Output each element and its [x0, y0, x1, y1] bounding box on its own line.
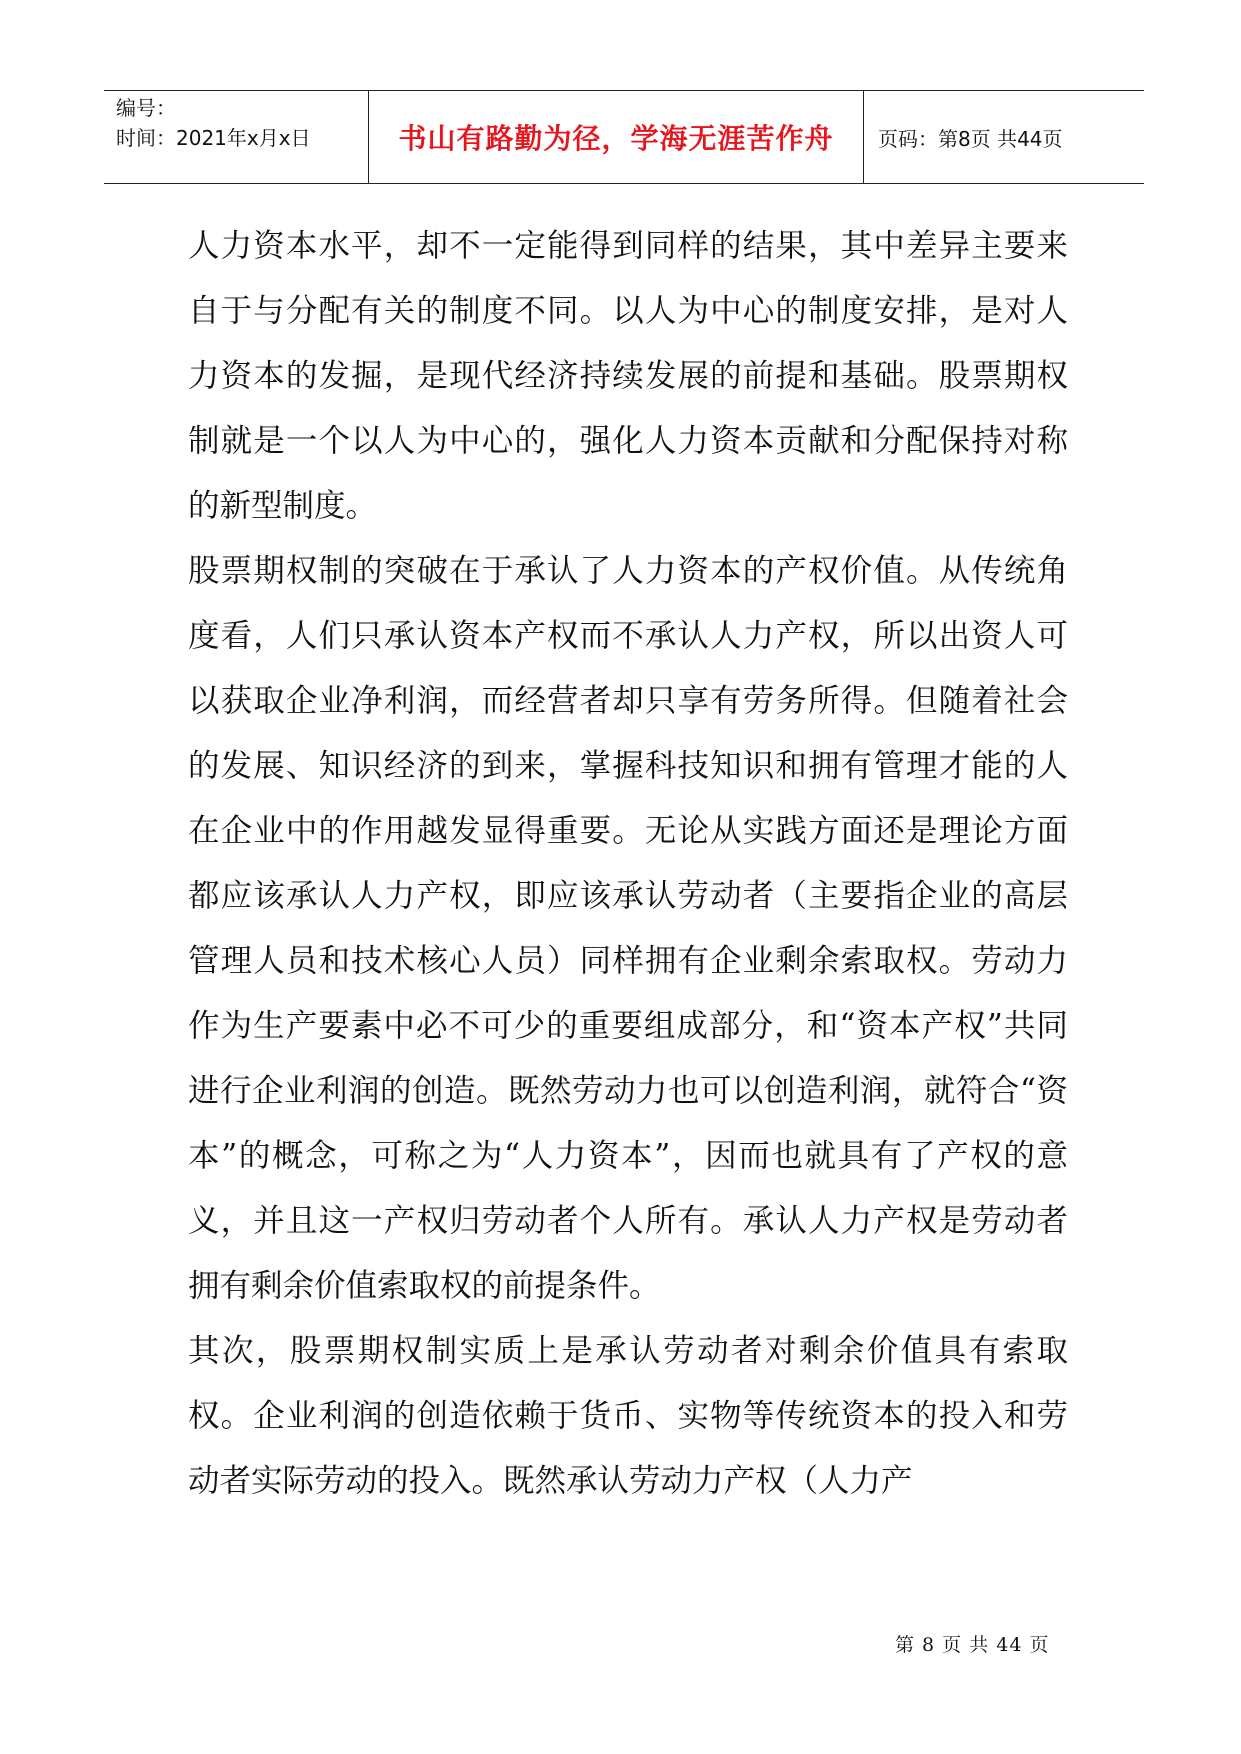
page-footer: 第 8 页 共 44 页 [895, 1634, 1050, 1656]
page-header [104, 90, 1144, 184]
header-motto-cell [368, 91, 864, 183]
document-number-label: 编号： [116, 96, 176, 120]
body-paragraph: 股票期权制的突破在于承认了人力资本的产权价值。从传统角度看，人们只承认资本产权而不承认人力产权，所以出资人可以获取企业净利润，而经营者却只享有劳务所得。但随着社会的发展、知识经济的到来，掌握科技知识和拥有管理才能的人在企业中的作用越发显得重要。无论从实践方面还是理论方面都应该承认人力产权，即应该承认劳动者（主要指企业的高层管理人员和技术核心人员）同样拥有企业剩余索取权。劳动力作为生产要素中必不可少的重要组成部分，和“资本产权”共同进行企业利润的创造。既然劳动力也可以创造利润，就符合“资本”的概念，可称之为“人力资本”，因而也就具有了产权的意义，并且这一产权归劳动者个人所有。承认人力产权是劳动者拥有剩余价值索取权的前提条件。 [188, 553, 1068, 1304]
document-time-label: 时间：2021年x月x日 [116, 126, 311, 150]
header-page-code: 页码：第8页 共44页 [878, 126, 1063, 151]
header-motto: 书山有路勤为径，学海无涯苦作舟 [398, 122, 834, 155]
header-page-code-cell [864, 91, 1144, 183]
document-body [188, 214, 1068, 1514]
header-meta [104, 91, 368, 183]
body-paragraph: 其次，股票期权制实质上是承认劳动者对剩余价值具有索取权。企业利润的创造依赖于货币、实物等传统资本的投入和劳动者实际劳动的投入。既然承认劳动力产权（人力产 [188, 1333, 1068, 1499]
body-paragraph: 人力资本水平，却不一定能得到同样的结果，其中差异主要来自于与分配有关的制度不同。以人为中心的制度安排，是对人力资本的发掘，是现代经济持续发展的前提和基础。股票期权制就是一个以人为中心的，强化人力资本贡献和分配保持对称的新型制度。 [188, 228, 1068, 524]
